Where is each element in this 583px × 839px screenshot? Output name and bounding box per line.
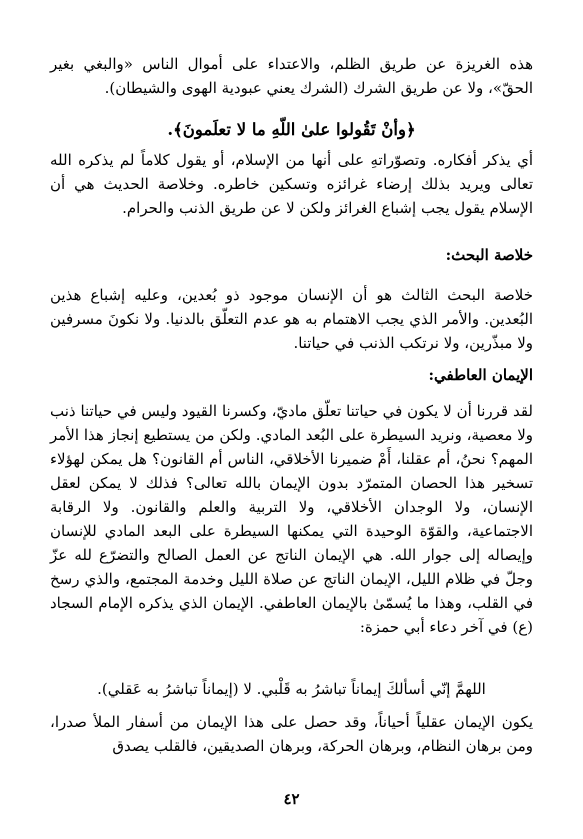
paragraph-5: يكون الإيمان عقلياً أحياناً، وقد حصل على هذا الإيمان من أسفار الملأ صدرا، ومن برهان النظام، وبرهان الحركة، وبرهان الصديقين، فالقلب يصدق — [50, 713, 533, 755]
section-heading-emotional-faith: الإيمان العاطفي: — [428, 366, 533, 384]
paragraph-2: أي يذكر أفكاره. وتصوّراتهِ على أنها من الإسلام، أو يقول كلاماً لم يذكره الله تعالى ويريد بذلك إرضاء غرائزه وتسكين خاطره. وخلاصة الحديث هي أن الإسلام يقول يجب إشباع الغرائز ولكن لا عن طريق الذنب والحرام. — [50, 151, 533, 217]
quran-verse: ﴿وأنْ تَقُولوا علىٰ اللّهِ ما لا تعلَمونَ﴾. — [167, 120, 416, 139]
page-number: ٤٢ — [283, 790, 300, 808]
paragraph-3: خلاصة البحث الثالث هو أن الإنسان موجود ذو بُعدين، وعليه إشباع هذين البُعدين. والأمر الذي يجب الاهتمام به هو عدم التعلّق بالدنيا. ولا نكونَ مسرفين ولا مبذّرين، ولا نرتكب الذنب في حياتنا. — [50, 286, 533, 352]
prayer-quote: اللهمَّ إنّي أسألكَ إيماناً تباشرُ به قَلْبي. لا (إيماناً تباشرُ به عَقلي). — [97, 680, 486, 698]
section-heading-summary: خلاصة البحث: — [445, 246, 533, 264]
paragraph-4: لقد قررنا أن لا يكون في حياتنا تعلّق ماديّ، وكسرنا القيود وليس في حياتنا ذنب ولا معصية، ونريد السيطرة على البُعد المادي. ولكن من يستطيع إنجاز هذا الأمر المهم؟ نحنُ، أم عقلنا، أَمْ ضميرنا الأخلاقي، الناس أم القانون؟ هل يمكن لهؤلاء تسخير هذا الحصان المتمرّد بدون الإيمان بالله تعالى؟ فذلك لا يمكن لعقل الإنسان، ولا الوجدان الأخلاقي، ولا التربية والعلم والقانون. ولا الرقابة الاجتماعية، والقوّة الوحيدة التي يمكنها السيطرة على البعد المادي للإنسان وإيصاله إلى جوار الله. هي الإيمان الناتج عن العمل الصالح والتضرّع لله عزّ وجلّ في ظلام الليل، الإيمان الناتج عن صلاة الليل وخدمة المجتمع، والذي رسخ في القلب، وهذا ما يُسمّىٰ بالإيمان العاطفي. الإيمان الذي يذكره الإمام السجاد (ع) في آخر دعاء أبي حمزة: — [50, 402, 533, 636]
paragraph-1: هذه الغريزة عن طريق الظلم، والاعتداء على أموال الناس «والبغي بغير الحقّ»، ولا عن طريق الشرك (الشرك يعني عبودية الهوى والشيطان). — [50, 55, 533, 97]
